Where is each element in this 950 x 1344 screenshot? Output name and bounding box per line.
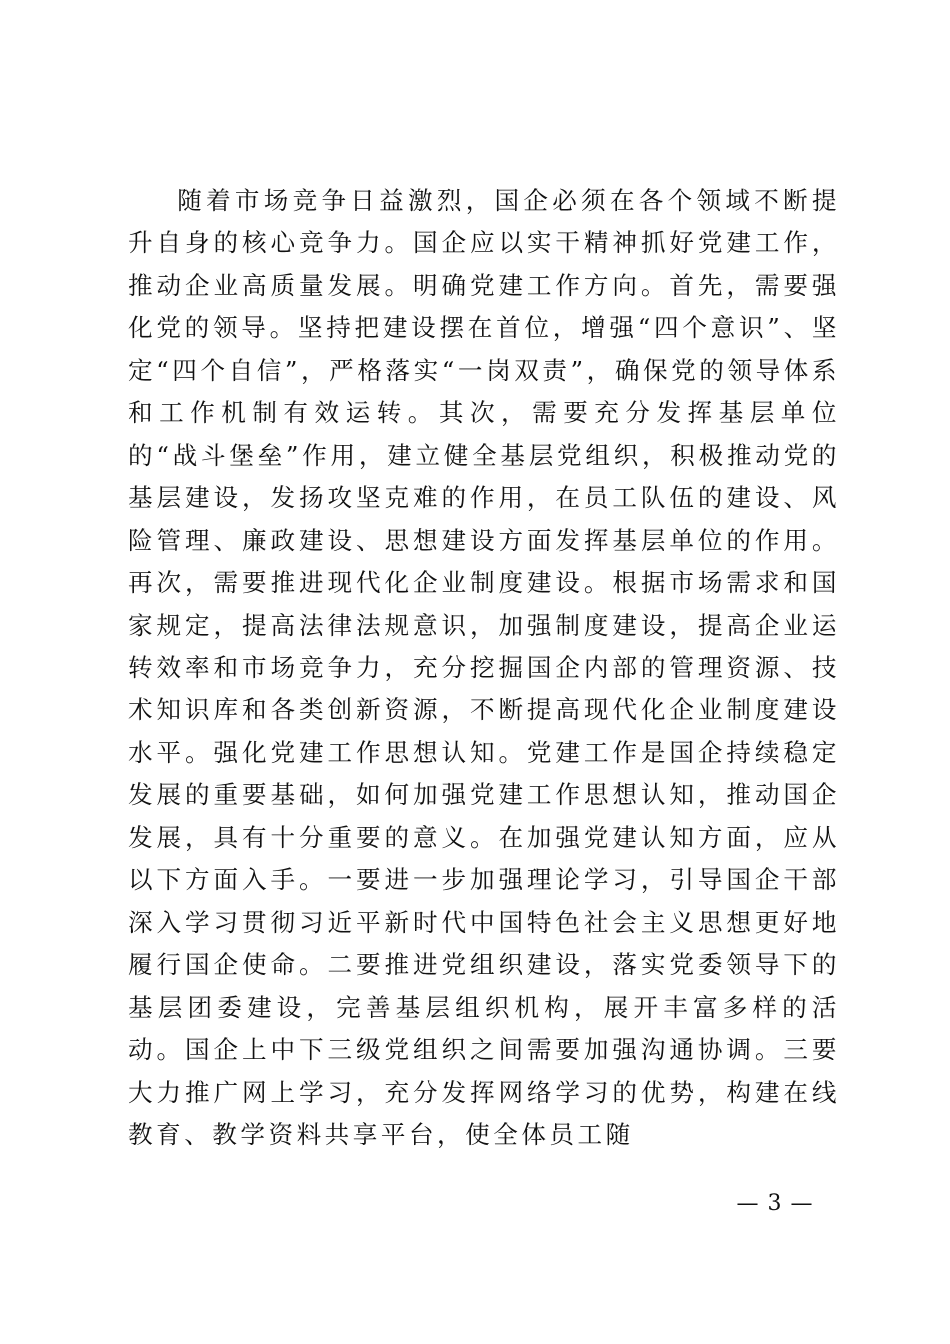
body-paragraph: 随着市场竞争日益激烈，国企必须在各个领域不断提升自身的核心竞争力。国企应以实干精神抓好党建工作，推动企业高质量发展。明确党建工作方向。首先，需要强化党的领导。坚持把建设摆在首位，增强“四个意识”、坚定“四个自信”，严格落实“一岗双责”，确保党的领导体系和工作机制有效运转。其次，需要充分发挥基层单位的“战斗堡垒”作用，建立健全基层党组织，积极推动党的基层建设，发扬攻坚克难的作用，在员工队伍的建设、风险管理、廉政建设、思想建设方面发挥基层单位的作用。再次，需要推进现代化企业制度建设。根据市场需求和国家规定，提高法律法规意识，加强制度建设，提高企业运转效率和市场竞争力，充分挖掘国企内部的管理资源、技术知识库和各类创新资源，不断提高现代化企业制度建设水平。强化党建工作思想认知。党建工作是国企持续稳定发展的重要基础，如何加强党建工作思想认知，推动国企发展，具有十分重要的意义。在加强党建认知方面，应从以下方面入手。一要进一步加强理论学习，引导国企干部深入学习贯彻习近平新时代中国特色社会主义思想更好地履行国企使命。二要推进党组织建设，落实党委领导下的基层团委建设，完善基层组织机构，展开丰富多样的活动。国企上中下三级党组织之间需要加强沟通协调。三要大力推广网上学习，充分发挥网络学习的优势，构建在线教育、教学资料共享平台，使全体员工随 (128, 186, 840, 1149)
page-number: — 3 — (736, 1191, 814, 1216)
